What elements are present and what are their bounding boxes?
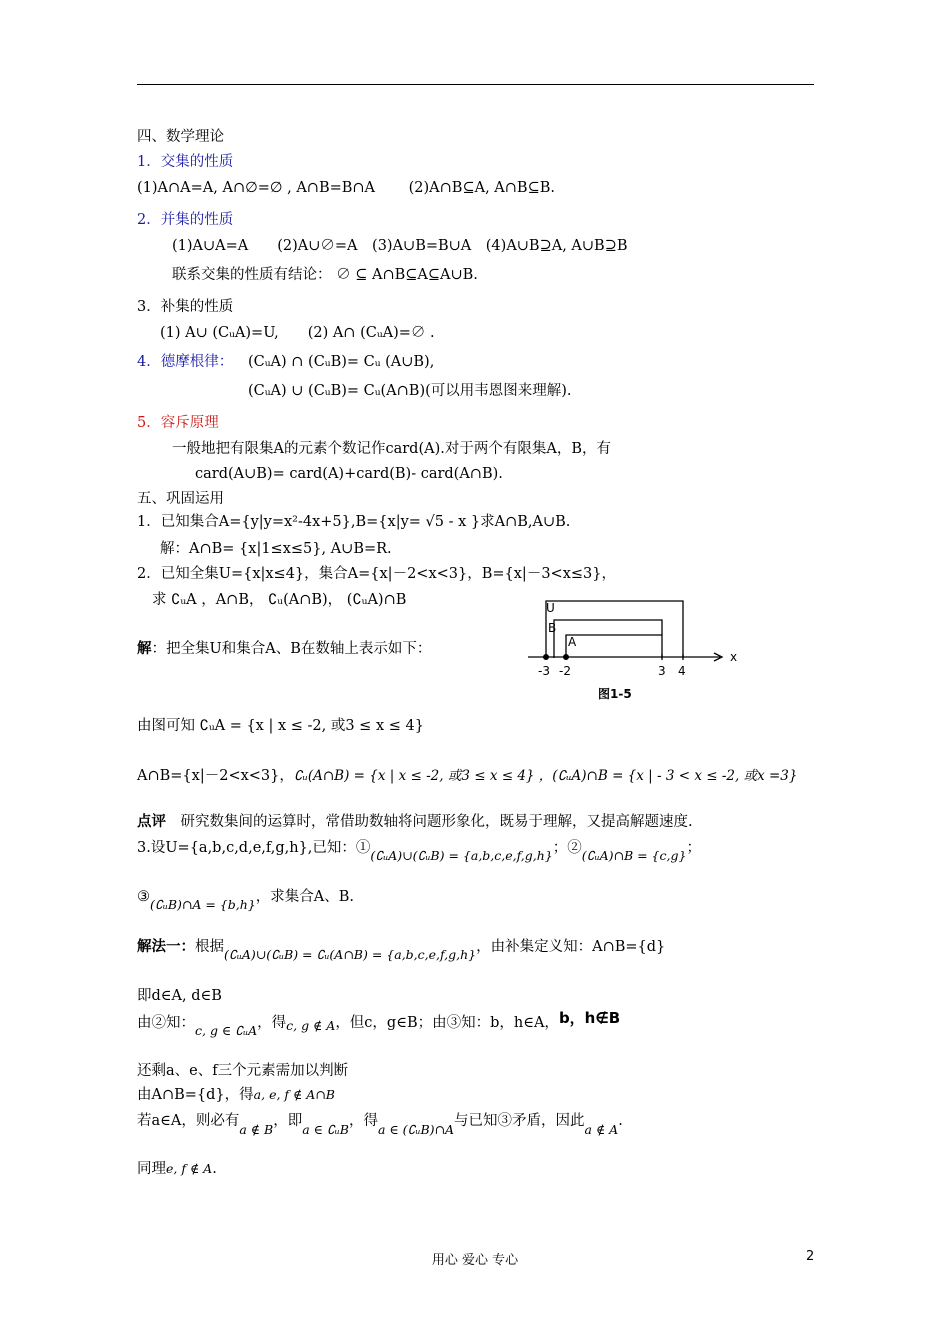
property-2-title: 2．并集的性质 — [137, 212, 234, 228]
point-minus-2 — [563, 654, 569, 660]
de-morgan-title: 4．德摩根律： — [137, 354, 234, 370]
de-morgan-line-2: (CᵤA) ∪ (CᵤB)= Cᵤ(A∩B)(可以用韦恩图来理解). — [248, 383, 572, 399]
exercise-3-line-1 — [137, 839, 701, 863]
review-text: 研究数集间的运算时，常借助数轴将问题形象化，既易于理解，又提高解题速度. — [166, 814, 693, 830]
step-4-f4: a ∉ A — [584, 1122, 619, 1137]
tick-minus-3: -3 — [538, 664, 550, 678]
exercise-3-intro: 3.设U={a,b,c,d,e,f,g,h},已知：① — [137, 840, 371, 856]
result-a-intersect-b: A∩B={x|－2<x<3}， — [137, 768, 294, 784]
condition-1: (∁ᵤA)∪(∁ᵤB) = {a,b,c,e,f,g,h} — [370, 848, 553, 863]
step-2-get: ，得 — [257, 1015, 287, 1031]
property-2-conclusion: 联系交集的性质有结论： ∅ ⊆ A∩B⊆A⊆A∪B. — [172, 267, 478, 283]
step-4-contradiction: 与已知③矛盾，因此 — [454, 1113, 585, 1129]
step-2-formula-b: c, g ∉ A — [286, 1018, 336, 1033]
similarly-text: 同理 — [137, 1161, 166, 1177]
exercise-3-sep-1: ；② — [552, 840, 582, 856]
step-4-ie: ，即 — [273, 1113, 303, 1129]
property-1-body: (1)A∩A=A, A∩∅=∅ , A∩B=B∩A (2)A∩B⊆A, A∩B⊆B. — [137, 180, 555, 196]
label-x: x — [730, 650, 738, 664]
section-5-title: 五、巩固运用 — [137, 491, 224, 507]
label-u: U — [546, 601, 555, 615]
exercise-3-sep-2: ； — [686, 840, 701, 856]
solution-label: 解 — [137, 640, 152, 657]
method-1-step-3 — [137, 1086, 335, 1104]
point-minus-3 — [543, 654, 549, 660]
page-number: 2 — [806, 1249, 815, 1264]
inclusion-exclusion-line-2: card(A∪B)= card(A)+card(B)- card(A∩B). — [195, 466, 503, 482]
method-1-remaining: 还剩a、e、f三个元素需加以判断 — [137, 1063, 349, 1079]
property-3-body: (1) A∪ (CᵤA)=U, (2) A∩ (CᵤA)=∅ . — [160, 325, 435, 341]
property-2-body: (1)A∪A=A (2)A∪∅=A (3)A∪B=B∪A (4)A∪B⊇A, A∪B⊇B — [172, 238, 628, 254]
step-4-f3: a ∈ (∁ᵤB)∩A — [377, 1122, 455, 1137]
result-complement-a: 由图可知 ∁ᵤA = {x | x ≤ -2, 或3 ≤ x ≤ 4} — [137, 718, 424, 734]
condition-3: (∁ᵤB)∩A = {b,h} — [150, 897, 256, 912]
exercise-2-solution — [137, 640, 431, 658]
solution-text: ：把全集U和集合A、B在数轴上表示如下： — [151, 641, 432, 657]
exercise-3-ask: ，求集合A、B. — [255, 889, 354, 905]
tick-minus-2: -2 — [559, 664, 571, 678]
de-morgan-line-1: (CᵤA) ∩ (CᵤB)= Cᵤ (A∪B), — [248, 354, 435, 370]
inclusion-exclusion-title: 5．容斥原理 — [137, 415, 219, 431]
step-4-if: 若a∈A，则必有 — [137, 1113, 240, 1129]
result-row — [137, 767, 798, 785]
section-4-title: 四、数学理论 — [137, 129, 224, 145]
inclusion-exclusion-line-1: 一般地把有限集A的元素个数记作card(A).对于两个有限集A，B，有 — [172, 441, 611, 457]
condition-3-mark: ③ — [137, 889, 150, 905]
exercise-3-line-2 — [137, 888, 354, 912]
page-footer: 用心 爱心 专心 — [431, 1253, 519, 1268]
step-2-intro: 由②知： — [137, 1015, 195, 1031]
step-4-end: . — [618, 1113, 623, 1129]
exercise-1-text: 1．已知集合A={y|y=x²-4x+5},B={x|y= √5 - x }求A∩B,A∪B. — [137, 514, 571, 530]
similarly-formula: e, f ∉ A — [166, 1161, 213, 1176]
review-line — [137, 813, 693, 831]
figure-caption: 图1-5 — [598, 687, 632, 701]
method-1-formula: (∁ᵤA)∪(∁ᵤB) = ∁ᵤ(A∩B) = {a,b,c,e,f,g,h} — [224, 947, 477, 962]
step-3-formula: a, e, f ∉ A∩B — [253, 1087, 335, 1102]
condition-2: (∁ᵤA)∩B = {c,g} — [581, 848, 687, 863]
step-2-formula-a: c, g ∈ ∁ᵤA — [195, 1023, 258, 1038]
label-b: B — [548, 621, 557, 635]
result-complement-intersection: ∁ᵤ(A∩B) = {x | x ≤ -2, 或3 ≤ x ≤ 4} ， — [293, 768, 553, 784]
tick-4: 4 — [678, 664, 686, 678]
exercise-2-text: 2．已知全集U={x|x≤4}，集合A={x|－2<x<3}，B={x|－3<x≤3}， — [137, 566, 616, 582]
number-line-figure — [520, 595, 760, 710]
step-4-f1: a ∉ B — [239, 1122, 274, 1137]
header-rule — [137, 84, 814, 85]
property-3-title: 3．补集的性质 — [137, 299, 234, 315]
step-4-f2: a ∈ ∁ᵤB — [302, 1122, 349, 1137]
result-complement-a-intersect-b: (∁ᵤA)∩B = {x | - 3 < x ≤ -2, 或x =3} — [552, 768, 798, 784]
method-1-line — [137, 938, 666, 962]
method-1-similarly — [137, 1160, 217, 1178]
method-1-according: 根据 — [195, 939, 224, 955]
method-1-step-4 — [137, 1112, 623, 1137]
step-4-get: ，得 — [348, 1113, 378, 1129]
method-1-d-membership: 即d∈A, d∈B — [137, 988, 222, 1004]
label-a: A — [568, 635, 577, 649]
exercise-2-question: 求 ∁ᵤA ，A∩B， ∁ᵤ(A∩B)， (∁ᵤA)∩B — [152, 592, 407, 608]
method-1-step-2 — [137, 1009, 621, 1038]
property-1-title: 1．交集的性质 — [137, 154, 234, 170]
similarly-end: . — [212, 1161, 217, 1177]
step-2-bh: b，h∉B — [558, 1009, 621, 1027]
review-label: 点评 — [137, 813, 166, 830]
method-1-label: 解法一： — [137, 938, 195, 955]
exercise-1-solution: 解：A∩B= {x|1≤x≤5}, A∪B=R. — [160, 541, 392, 557]
step-2-text: ，但c，g∈B；由③知：b，h∈A， — [335, 1015, 559, 1031]
method-1-conclusion: ，由补集定义知：A∩B={d} — [476, 939, 666, 955]
step-3-text: 由A∩B={d}，得 — [137, 1087, 254, 1103]
tick-3: 3 — [658, 664, 666, 678]
